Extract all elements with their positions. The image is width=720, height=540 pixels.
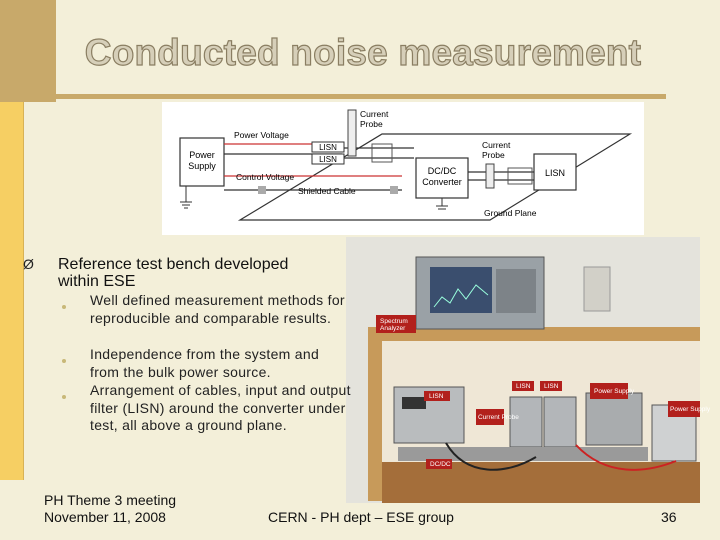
current-probe-top-1: Current: [360, 109, 389, 119]
current-probe-right-2: Probe: [482, 150, 505, 160]
footer-meeting: [44, 492, 176, 526]
dcdc-label-1: DC/DC: [427, 166, 457, 176]
tag-spectrum-2: Analyzer: [380, 325, 406, 332]
ferrite-1: [372, 144, 392, 162]
sub-bullet-dot-1: [62, 305, 66, 309]
footer-group: CERN - PH dept – ESE group: [268, 509, 454, 525]
sub-bullet-dot-2: [62, 359, 66, 363]
lisn-label-1: LISN: [319, 143, 337, 152]
lisn-right-label: LISN: [544, 168, 566, 178]
diagram-svg: [162, 102, 644, 235]
photo-svg: [346, 237, 711, 503]
current-probe-right-1: Current: [482, 140, 511, 150]
sub-bullet-1: Well defined measurement methods for reproducible and comparable results.: [90, 292, 345, 326]
current-probe-top-2: Probe: [360, 119, 383, 129]
current-probe-top: [348, 110, 356, 156]
tag-lisn-a-text: LISN: [429, 393, 444, 400]
power-supply-label-2: Supply: [188, 161, 216, 171]
tag-power-supply-text: Power Supply: [594, 388, 635, 395]
test-bench-photo: [346, 237, 711, 503]
footer-line-2: November 11, 2008: [44, 509, 166, 525]
control-voltage-label: Control Voltage: [236, 172, 295, 182]
power-supply-label-1: Power: [189, 150, 215, 160]
footer-line-1: PH Theme 3 meeting: [44, 492, 177, 508]
slide-title: Conducted noise measurement: [84, 32, 642, 73]
tag-current-probe-text: Current Probe: [478, 414, 519, 421]
page-number: 36: [661, 509, 677, 525]
sidebar-accent-bar: [0, 102, 24, 480]
test-bench-diagram: [162, 102, 644, 235]
tag-spectrum-1: Spectrum: [380, 318, 408, 325]
tag-power-supply-right-text: Power Supply: [670, 406, 711, 413]
ground-symbol-left: [180, 186, 192, 208]
sub-bullet-2: Independence from the system and from the bulk power source.: [90, 346, 320, 380]
sidebar-accent-dark: [0, 0, 56, 102]
ground-plane-label: Ground Plane: [484, 208, 537, 218]
power-voltage-label: Power Voltage: [234, 130, 289, 140]
sub-bullet-3: Arrangement of cables, input and output filter (LISN) around the converter under test, all above a ground plane.: [90, 382, 351, 433]
ground-symbol-mid: [436, 198, 448, 209]
shielded-cable-label: Shielded Cable: [298, 186, 356, 196]
dcdc-label-2: Converter: [422, 177, 462, 187]
connector-2: [390, 186, 398, 194]
current-probe-right: [486, 164, 494, 188]
sub-bullet-dot-3: [62, 395, 66, 399]
title-underline: [56, 94, 666, 99]
bullet-main: Reference test bench developed within ESE: [58, 256, 289, 290]
connector-1: [258, 186, 266, 194]
lisn-label-2: LISN: [319, 155, 337, 164]
bullet-arrow-icon: Ø: [23, 256, 34, 272]
ferrite-2: [508, 168, 532, 184]
tag-lisn-b-text: LISN: [516, 383, 531, 390]
tag-dcdc-text: DC/DC: [430, 461, 451, 468]
tag-lisn-c-text: LISN: [544, 383, 559, 390]
